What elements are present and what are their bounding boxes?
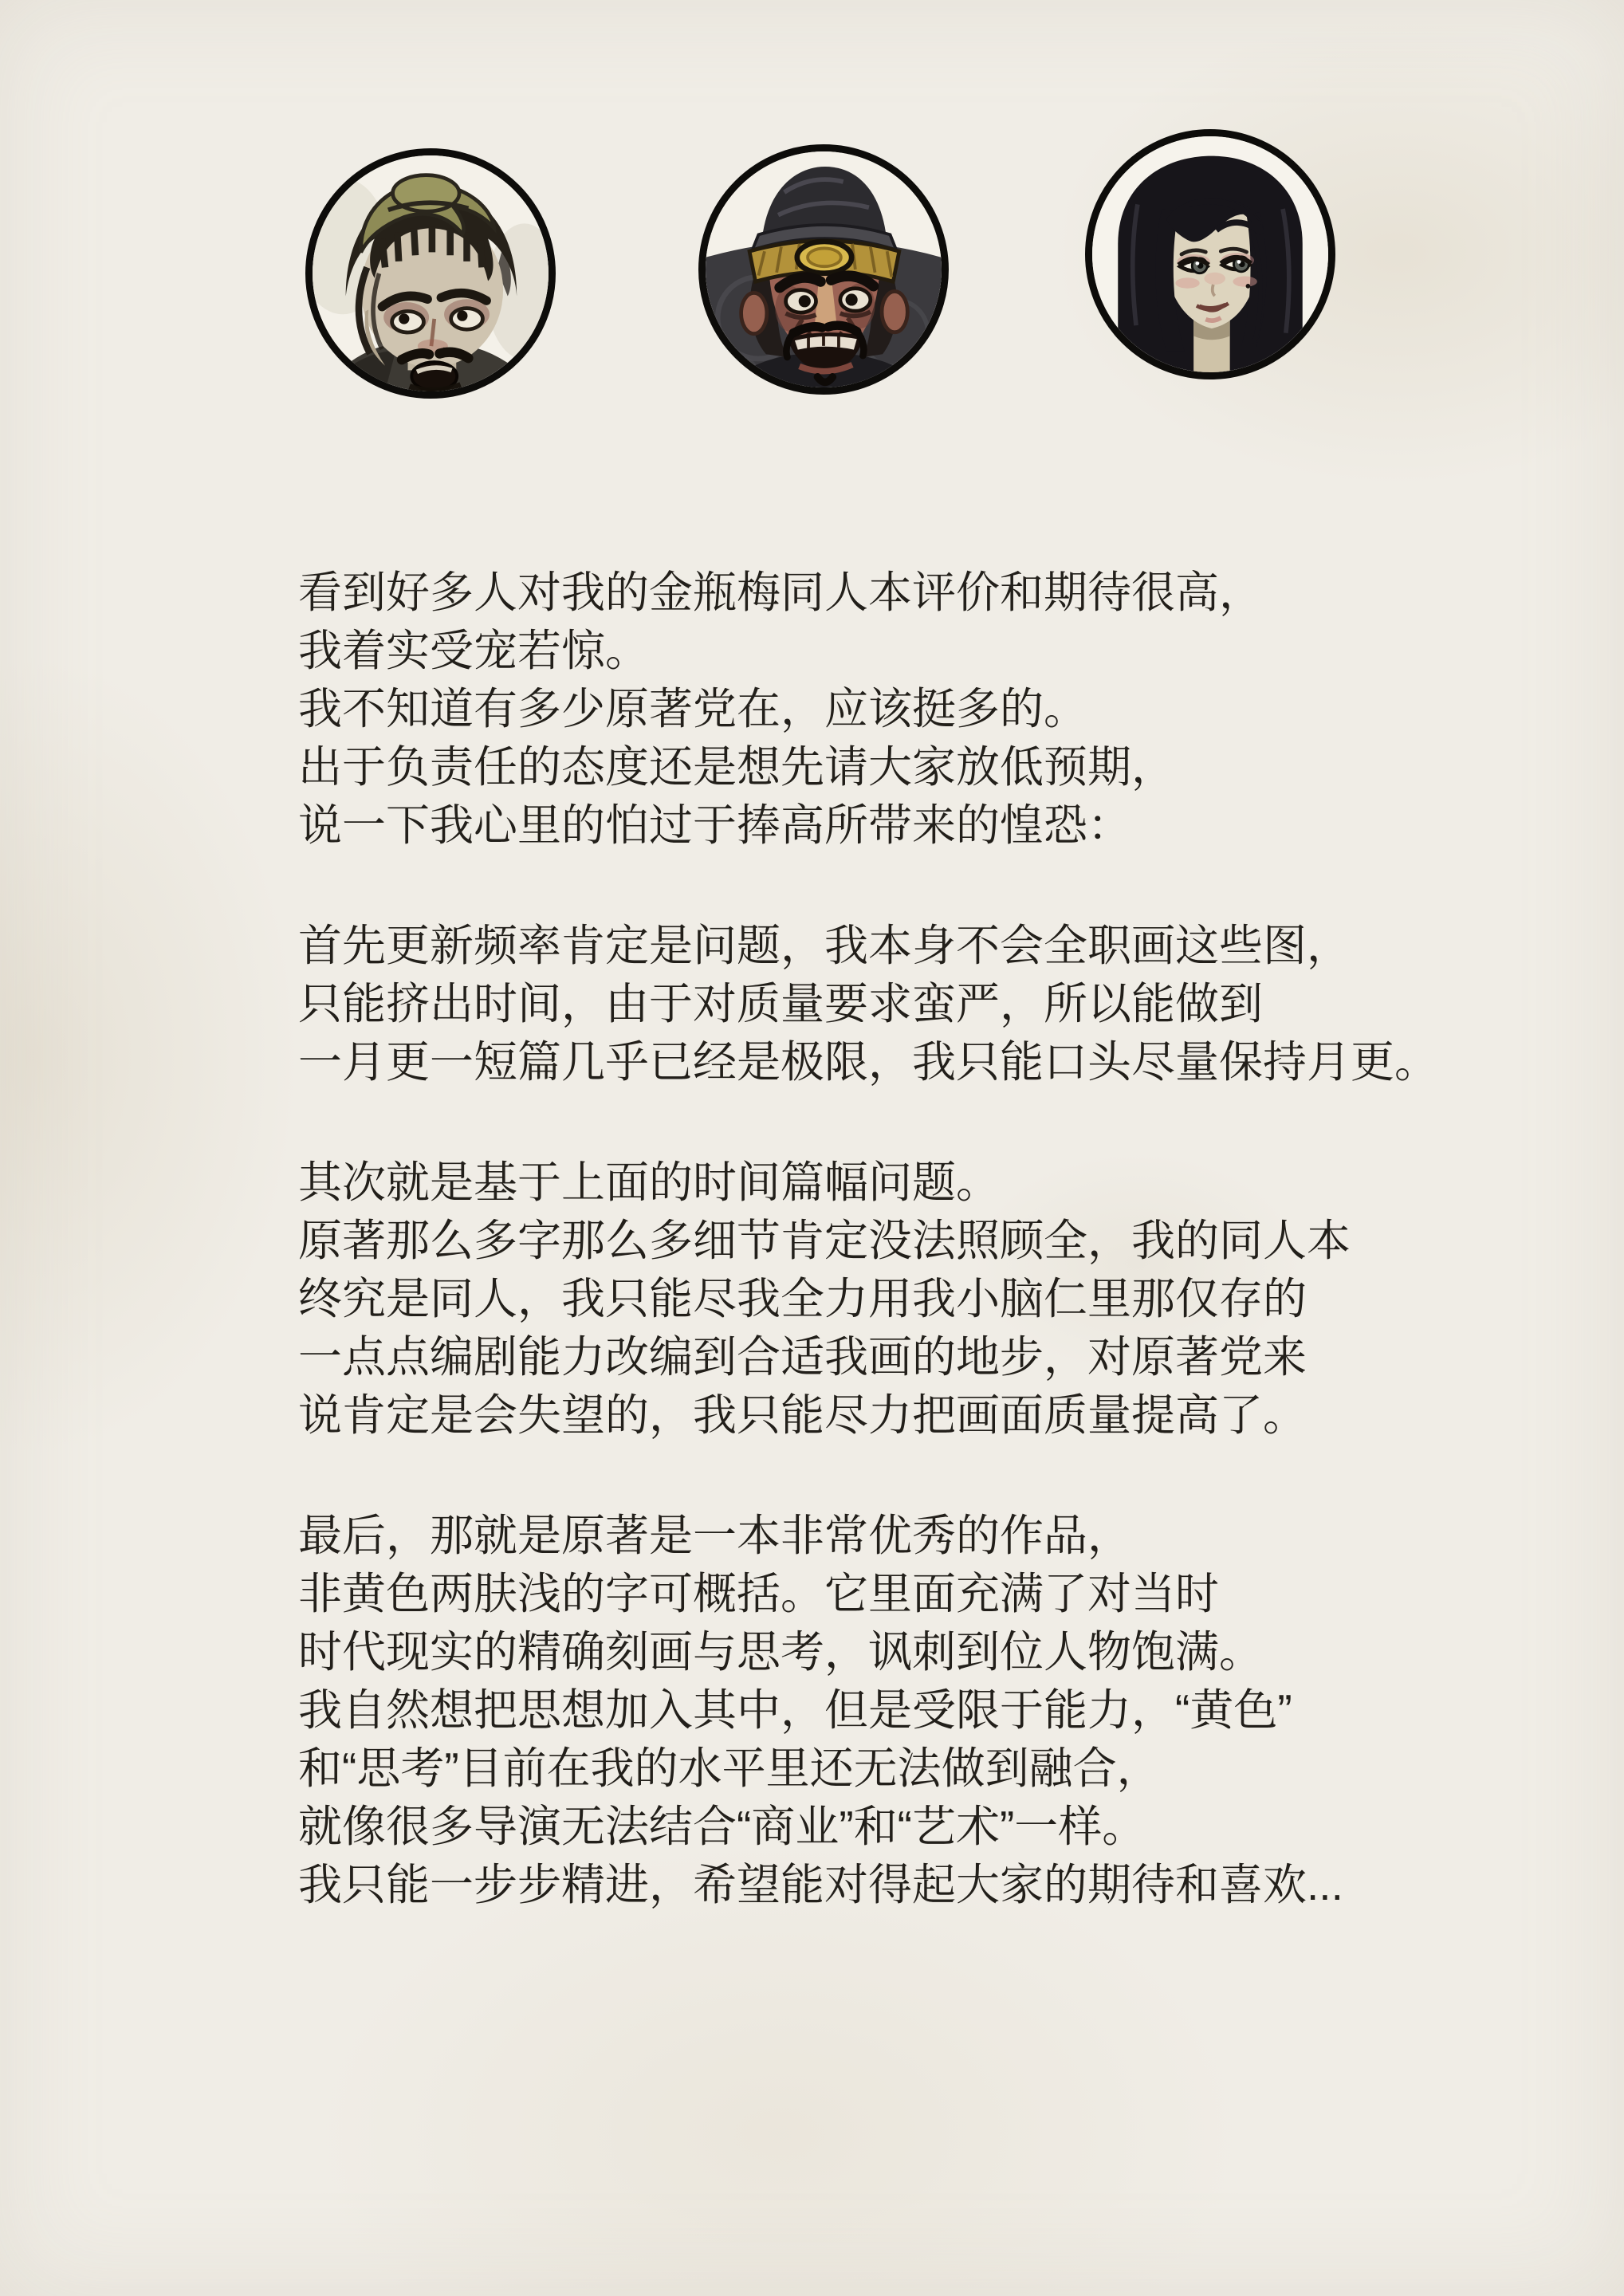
text-line: 出于负责任的态度还是想先请大家放低预期， xyxy=(298,742,1176,792)
text-line: 首先更新频率肯定是问题，我本身不会全职画这些图， xyxy=(298,921,1351,970)
text-line: 我自然想把思想加入其中，但是受限于能力，“黄色” xyxy=(298,1685,1292,1735)
text-line: 只能挤出时间，由于对质量要求蛮严，所以能做到 xyxy=(298,979,1264,1028)
paragraph xyxy=(298,917,1438,1091)
avatar-man-green-headwrap-illustration xyxy=(313,155,549,391)
text-line: 我不知道有多少原著党在，应该挺多的。 xyxy=(298,684,1088,733)
text-line: 最后，那就是原著是一本非常优秀的作品， xyxy=(298,1511,1132,1560)
text-line: 说一下我心里的怕过于捧高所带来的惶恐： xyxy=(298,800,1132,850)
text-line: 看到好多人对我的金瓶梅同人本评价和期待很高， xyxy=(298,568,1264,617)
avatar-woman-long-hair xyxy=(1085,129,1335,379)
text-line: 说肯定是会失望的，我只能尽力把画面质量提高了。 xyxy=(298,1390,1307,1440)
paragraph xyxy=(298,564,1438,855)
avatar-man-green-headwrap xyxy=(305,148,556,399)
avatar-man-black-hat-illustration xyxy=(706,151,942,387)
body-text xyxy=(298,564,1438,1976)
text-line: 一月更一短篇几乎已经是极限，我只能口头尽量保持月更。 xyxy=(298,1037,1439,1087)
text-line: 我只能一步步精进，希望能对得起大家的期待和喜欢... xyxy=(298,1860,1343,1909)
text-line: 我着实受宠若惊。 xyxy=(298,626,650,675)
text-line: 原著那么多字那么多细节肯定没法照顾全，我的同人本 xyxy=(298,1216,1351,1265)
text-line: 终究是同人，我只能尽我全力用我小脑仁里那仅存的 xyxy=(298,1274,1307,1323)
text-line: 时代现实的精确刻画与思考，讽刺到位人物饱满。 xyxy=(298,1627,1264,1677)
text-line: 非黄色两肤浅的字可概括。它里面充满了对当时 xyxy=(298,1569,1220,1618)
text-line: 就像很多导演无法结合“商业”和“艺术”一样。 xyxy=(298,1802,1146,1851)
text-line: 和“思考”目前在我的水平里还无法做到融合， xyxy=(298,1744,1161,1793)
avatar-man-black-hat xyxy=(698,144,949,395)
text-line: 其次就是基于上面的时间篇幅问题。 xyxy=(298,1158,1001,1207)
paragraph xyxy=(298,1154,1438,1445)
text-line: 一点点编剧能力改编到合适我画的地步，对原著党来 xyxy=(298,1332,1307,1382)
paragraph xyxy=(298,1507,1438,1914)
avatar-woman-long-hair-illustration xyxy=(1092,136,1328,372)
